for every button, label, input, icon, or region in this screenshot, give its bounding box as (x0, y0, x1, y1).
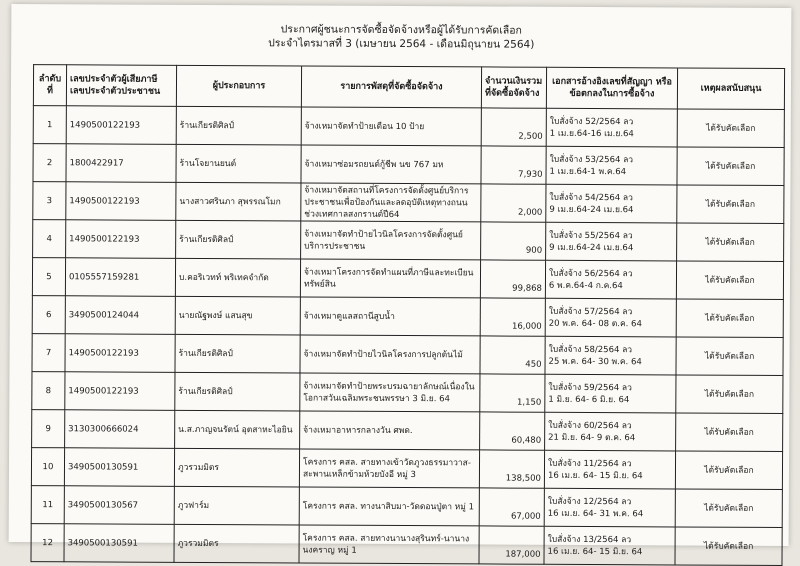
col-header-reference: เอกสารอ้างอิงเลขที่สัญญา หรือข้อตกลงในการซื้อจ้าง (546, 67, 677, 109)
col-header-reason: เหตุผลสนับสนุน (677, 68, 784, 110)
reference-number: ใบสั่งจ้าง 11/2564 ลว (547, 458, 632, 469)
cell-tax-id: 3490500130591 (64, 448, 174, 487)
cell-tax-id: 1490500122193 (66, 182, 176, 221)
table-row (32, 258, 783, 300)
reference-number: ใบสั่งจ้าง 56/2564 ลว (548, 268, 633, 279)
cell-no: 3 (33, 182, 66, 220)
col-header-vendor: ผู้ประกอบการ (176, 65, 301, 107)
table-row (31, 486, 782, 528)
reference-number: ใบสั่งจ้าง 54/2564 ลว (549, 192, 633, 203)
cell-item: จ้างเหมาจัดทำป้ายพระบรมฉายาลักษณ์เนื่องในโอกาสวันเฉลิมพระชนพรรษา 3 มิ.ย. 64 (300, 373, 480, 412)
cell-vendor: ภูวรวมมิตร (174, 448, 299, 487)
reference-period: 16 เม.ย. 64- 15 มิ.ย. 64 (547, 470, 643, 481)
cell-no: 7 (32, 334, 65, 372)
cell-tax-id: 3490500124044 (65, 296, 175, 335)
cell-tax-id: 1490500122193 (66, 106, 176, 145)
cell-reference (545, 260, 676, 299)
reference-period: 1 เม.ย.64-16 เม.ย.64 (549, 128, 634, 139)
cell-tax-id: 1490500122193 (65, 334, 175, 373)
cell-vendor: ภูวรวมมิตร (174, 524, 299, 563)
reference-period: 25 พ.ค. 64- 30 พ.ค. 64 (548, 356, 642, 367)
table-row (33, 220, 784, 262)
reference-number: ใบสั่งจ้าง 58/2564 ลว (548, 344, 633, 355)
col-header-item: รายการพัสดุที่จัดซื้อจัดจ้าง (301, 66, 481, 108)
cell-no: 8 (32, 372, 65, 410)
cell-reference (546, 108, 677, 147)
cell-amount: 16,000 (480, 298, 545, 336)
reference-period: 1 เม.ย.64-1 พ.ค.64 (549, 166, 627, 177)
cell-amount: 138,500 (479, 450, 544, 488)
procurement-table (30, 64, 785, 566)
reference-number: ใบสั่งจ้าง 52/2564 ลว (549, 116, 634, 127)
cell-amount: 1,150 (480, 374, 545, 412)
cell-item: จ้างเหมาโครงการจัดทำแผนที่ภาษีและทะเบียนทรัพย์สิน (300, 259, 480, 298)
cell-no: 9 (32, 410, 65, 448)
cell-item: โครงการ คสล. สายทางนานางสุรินทร์-นานางนงคราญ หมู่ 1 (299, 525, 479, 564)
cell-reference (545, 298, 676, 337)
cell-reference (545, 412, 676, 451)
cell-vendor: บ.คอริเวทท์ พริเทคจำกัด (175, 258, 300, 297)
reference-period: 20 พ.ค. 64- 08 ต.ค. 64 (548, 318, 642, 329)
col-header-amount: จำนวนเงินรวมที่จัดซื้อจัดจ้าง (481, 67, 546, 108)
table-row (32, 410, 783, 452)
cell-amount: 187,000 (479, 526, 544, 564)
cell-reason: ได้รับคัดเลือก (675, 527, 782, 566)
cell-reason: ได้รับคัดเลือก (677, 223, 784, 262)
cell-item: จ้างเหมาอาหารกลางวัน ศพด. (300, 411, 480, 450)
reference-period: 9 เม.ย.64-24 เม.ย.64 (549, 204, 634, 215)
cell-vendor: ร้านเกียรติศิลป์ (176, 106, 301, 145)
cell-tax-id: 3490500130567 (64, 486, 174, 525)
reference-period: 6 พ.ค.64-4 ก.ค.64 (548, 280, 623, 291)
reference-period: 16 เม.ย. 64- 15 มิ.ย. 64 (547, 546, 643, 557)
cell-vendor: ร้านเกียรติศิลป์ (175, 372, 300, 411)
cell-tax-id: 3130300666024 (65, 410, 175, 449)
page-title: ประกาศผู้ชนะการจัดซื้อจัดจ้างหรือผู้ได้รับการคัดเลือก (280, 23, 522, 37)
col-header-tax-id: เลขประจำตัวผู้เสียภาษี เลขประจำตัวประชาชน (66, 65, 176, 107)
reference-period: 21 มิ.ย. 64- 9 ต.ค. 64 (548, 432, 636, 443)
reference-number: ใบสั่งจ้าง 12/2564 ลว (547, 496, 632, 507)
cell-reason: ได้รับคัดเลือก (677, 185, 784, 224)
cell-tax-id: 0105557159281 (65, 258, 175, 297)
reference-number: ใบสั่งจ้าง 60/2564 ลว (548, 420, 632, 431)
cell-vendor: ร้านโจยานยนต์ (176, 144, 301, 183)
cell-amount: 67,000 (479, 488, 544, 526)
table-row (33, 144, 784, 186)
cell-no: 10 (31, 448, 64, 486)
cell-reference (544, 450, 675, 489)
cell-no: 1 (33, 106, 66, 144)
cell-tax-id: 1490500122193 (65, 372, 175, 411)
cell-no: 5 (32, 258, 65, 296)
cell-item: จ้างเหมาดูแลสถานีสูบน้ำ (300, 297, 480, 336)
cell-tax-id: 1800422917 (66, 144, 176, 183)
cell-item: จ้างเหมาซ่อมรถยนต์กู้ชีพ นข 767 มห (301, 145, 481, 184)
cell-reference (546, 184, 677, 223)
cell-no: 11 (31, 486, 64, 524)
cell-no: 12 (31, 524, 64, 562)
reference-number: ใบสั่งจ้าง 13/2564 ลว (547, 534, 632, 545)
cell-vendor: น.ส.ภาญจนรัตน์ อุตสาหะไอยิน (175, 410, 300, 449)
cell-reason: ได้รับคัดเลือก (676, 337, 783, 376)
reference-period: 1 มิ.ย. 64- 6 มิ.ย. 64 (548, 394, 630, 405)
cell-no: 2 (33, 144, 66, 182)
cell-reason: ได้รับคัดเลือก (675, 451, 782, 490)
reference-number: ใบสั่งจ้าง 55/2564 ลว (549, 230, 633, 241)
cell-reason: ได้รับคัดเลือก (676, 413, 783, 452)
cell-vendor: นางสาวศรินภา สุพรรณโมก (176, 182, 301, 221)
cell-no: 4 (33, 220, 66, 258)
cell-reason: ได้รับคัดเลือก (676, 261, 783, 300)
cell-reason: ได้รับคัดเลือก (675, 489, 782, 528)
cell-item: จ้างเหมาจัดทำป้ายเตือน 10 ป้าย (301, 107, 481, 146)
cell-amount: 60,480 (480, 412, 545, 450)
cell-amount: 450 (480, 336, 545, 374)
cell-item: จ้างเหมาจัดทำป้ายไวนิลโครงการจัดตั้งศูนย์บริการประชาชน (301, 221, 481, 260)
cell-vendor: นายณัฐพงษ์ แสนสุข (175, 296, 300, 335)
cell-vendor: ร้านเกียรติศิลป์ (175, 334, 300, 373)
cell-reason: ได้รับคัดเลือก (676, 375, 783, 414)
reference-period: 9 เม.ย.64-24 เม.ย.64 (549, 242, 634, 253)
reference-period: 16 เม.ย. 64- 31 พ.ค. 64 (547, 508, 644, 519)
cell-item: โครงการ คสล. ทางนาสิบมา-วัดดอนปู่ตา หมู่ 1 (299, 487, 479, 526)
cell-reference (545, 336, 676, 375)
cell-amount: 99,868 (480, 260, 545, 298)
cell-reference (546, 146, 677, 185)
document-page (9, 4, 792, 560)
cell-item: จ้างเหมาจัดทำป้ายไวนิลโครงการปลูกต้นไม้ (300, 335, 480, 374)
cell-amount: 900 (481, 222, 546, 260)
cell-amount: 7,930 (481, 146, 546, 184)
cell-item: จ้างเหมาจัดสถานที่โครงการจัดตั้งศูนย์บริการประชาชนเพื่อป้องกันและลดอุบัติเหตุทางถนนช่วงเทศกาลสงกรานต์ปี64 (301, 183, 481, 222)
table-row (33, 106, 784, 148)
table-row (33, 182, 784, 224)
cell-reference (544, 526, 675, 565)
cell-reference (544, 488, 675, 527)
cell-reason: ได้รับคัดเลือก (677, 147, 784, 186)
cell-tax-id: 1490500122193 (66, 220, 176, 259)
cell-amount: 2,500 (481, 108, 546, 146)
cell-amount: 2,000 (481, 184, 546, 222)
table-header-row (33, 65, 784, 110)
table-row (32, 334, 783, 376)
cell-reason: ได้รับคัดเลือก (676, 299, 783, 338)
table-row (32, 296, 783, 338)
cell-vendor: ร้านเกียรติศิลป์ (176, 220, 301, 259)
cell-no: 6 (32, 296, 65, 334)
cell-reference (545, 374, 676, 413)
table-row (31, 524, 782, 566)
cell-reason: ได้รับคัดเลือก (677, 109, 784, 148)
table-row (32, 372, 783, 414)
col-header-no: ลำดับที่ (33, 65, 66, 106)
page-subtitle: ประจำไตรมาสที่ 3 (เมษายน 2564 - เดือนมิถุนายน 2564) (268, 37, 535, 51)
reference-number: ใบสั่งจ้าง 59/2564 ลว (548, 382, 632, 393)
cell-tax-id: 3490500130591 (64, 524, 174, 563)
reference-number: ใบสั่งจ้าง 57/2564 ลว (548, 306, 633, 317)
cell-item: โครงการ คสล. สายทางเข้าวัดภูวงธรรมาวาส-สะพานเหล็กข้ามห้วยบังอี หมู่ 3 (299, 449, 479, 488)
cell-vendor: ภูวฟาร์ม (174, 486, 299, 525)
table-row (31, 448, 782, 490)
cell-reference (546, 222, 677, 261)
reference-number: ใบสั่งจ้าง 53/2564 ลว (549, 154, 634, 165)
